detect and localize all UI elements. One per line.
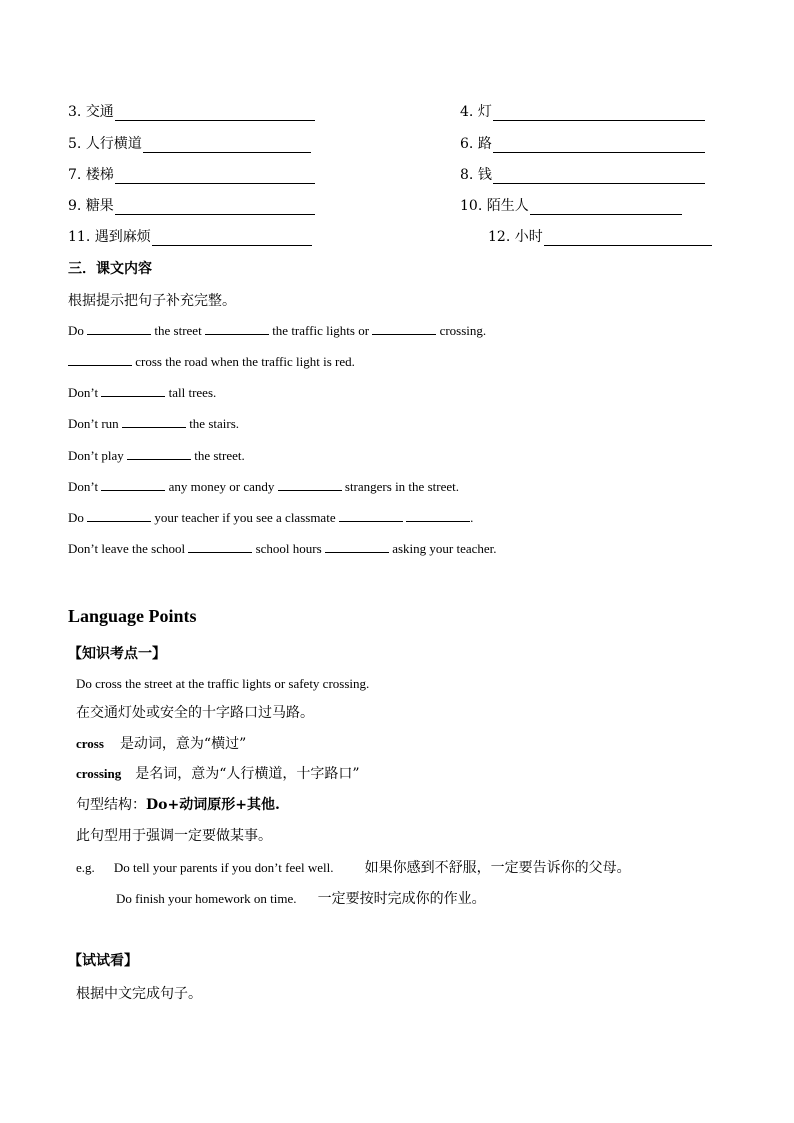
fill-blank[interactable] bbox=[87, 323, 151, 335]
word-explanation-crossing bbox=[76, 763, 360, 783]
vocab-number: 4. bbox=[460, 104, 474, 120]
fill-blank[interactable] bbox=[205, 323, 269, 335]
vocab-item bbox=[488, 228, 712, 246]
vocab-item bbox=[460, 197, 682, 215]
answer-blank[interactable] bbox=[493, 106, 705, 121]
vocab-word: 遇到麻烦 bbox=[94, 229, 151, 245]
vocab-word: 人行横道 bbox=[85, 136, 142, 152]
example-sentence-cn: 在交通灯处或安全的十字路口过马路。 bbox=[76, 705, 314, 721]
vocab-number: 9. bbox=[68, 198, 82, 214]
sentence-6: Don’t any money or candy strangers in the street. bbox=[68, 479, 459, 494]
sentence-3: Don’t tall trees. bbox=[68, 385, 217, 400]
answer-blank[interactable] bbox=[152, 231, 312, 246]
keyword-desc: 是动词，意为“横过” bbox=[119, 736, 247, 752]
language-points-title: Language Points bbox=[68, 606, 197, 626]
sentence-5: Don’t play the street. bbox=[68, 448, 245, 463]
vocab-word: 陌生人 bbox=[486, 198, 529, 214]
vocab-word: 路 bbox=[477, 136, 492, 152]
answer-blank[interactable] bbox=[115, 106, 315, 121]
sentence-structure: 句型结构：Do+动词原形+其他. bbox=[76, 797, 280, 813]
example-1: e.g. Do tell your parents if you don’t feel well. 如果你感到不舒服，一定要告诉你的父母。 bbox=[76, 860, 631, 876]
try-it-instruction: 根据中文完成句子。 bbox=[76, 986, 202, 1002]
vocab-number: 11. bbox=[68, 229, 91, 245]
answer-blank[interactable] bbox=[115, 200, 315, 215]
fill-blank[interactable] bbox=[278, 479, 342, 491]
vocab-number: 12. bbox=[488, 229, 511, 245]
vocab-number: 10. bbox=[460, 198, 483, 214]
keyword-desc: 是名词，意为“人行横道，十字路口” bbox=[135, 766, 360, 782]
example-sentence-en: Do cross the street at the traffic lights or safety crossing. bbox=[76, 676, 370, 691]
vocab-word: 钱 bbox=[477, 167, 492, 183]
eg-label: e.g. bbox=[76, 860, 95, 875]
answer-blank[interactable] bbox=[115, 169, 315, 184]
vocab-word: 交通 bbox=[85, 104, 114, 120]
fill-blank[interactable] bbox=[127, 448, 191, 460]
fill-blank[interactable] bbox=[122, 416, 186, 428]
vocab-number: 5. bbox=[68, 136, 82, 152]
vocab-number: 7. bbox=[68, 167, 82, 183]
vocab-item bbox=[460, 135, 705, 153]
fill-blank[interactable] bbox=[325, 541, 389, 553]
sentence-4: Don’t run the stairs. bbox=[68, 416, 240, 431]
answer-blank[interactable] bbox=[493, 138, 705, 153]
usage-note: 此句型用于强调一定要做某事。 bbox=[76, 828, 272, 844]
fill-blank[interactable] bbox=[87, 510, 151, 522]
vocab-item bbox=[460, 166, 705, 184]
fill-blank[interactable] bbox=[372, 323, 436, 335]
fill-blank[interactable] bbox=[406, 510, 470, 522]
vocab-item bbox=[460, 103, 705, 121]
vocab-word: 小时 bbox=[514, 229, 543, 245]
answer-blank[interactable] bbox=[530, 200, 682, 215]
section-instruction: 根据提示把句子补充完整。 bbox=[68, 293, 236, 309]
fill-blank[interactable] bbox=[188, 541, 252, 553]
vocab-number: 3. bbox=[68, 104, 82, 120]
vocab-number: 6. bbox=[460, 136, 474, 152]
sentence-2: cross the road when the traffic light is red. bbox=[68, 354, 355, 370]
vocab-item bbox=[68, 228, 312, 246]
sentence-1: Do the street the traffic lights or crossing. bbox=[68, 323, 487, 338]
vocab-number: 8. bbox=[460, 167, 474, 183]
vocab-item bbox=[68, 135, 311, 153]
answer-blank[interactable] bbox=[493, 169, 705, 184]
sentence-8: Don’t leave the school school hours asking your teacher. bbox=[68, 541, 497, 556]
fill-blank[interactable] bbox=[68, 354, 132, 366]
vocab-word: 灯 bbox=[477, 104, 492, 120]
keyword: cross bbox=[76, 736, 104, 751]
fill-blank[interactable] bbox=[101, 479, 165, 491]
fill-blank[interactable] bbox=[339, 510, 403, 522]
answer-blank[interactable] bbox=[143, 138, 311, 153]
vocab-word: 糖果 bbox=[85, 198, 114, 214]
vocab-word: 楼梯 bbox=[85, 167, 114, 183]
example-2: Do finish your homework on time. 一定要按时完成你的作业。 bbox=[116, 891, 486, 907]
answer-blank[interactable] bbox=[544, 231, 712, 246]
vocab-item bbox=[68, 197, 315, 215]
try-it-heading: 【试试看】 bbox=[68, 953, 138, 969]
section-title: 三．课文内容 bbox=[68, 261, 152, 277]
knowledge-point-heading: 【知识考点一】 bbox=[68, 646, 166, 662]
word-explanation-cross bbox=[76, 733, 246, 753]
vocab-item bbox=[68, 166, 315, 184]
fill-blank[interactable] bbox=[101, 385, 165, 397]
sentence-7: Do your teacher if you see a classmate . bbox=[68, 510, 474, 525]
vocab-item bbox=[68, 103, 315, 121]
keyword: crossing bbox=[76, 766, 122, 781]
